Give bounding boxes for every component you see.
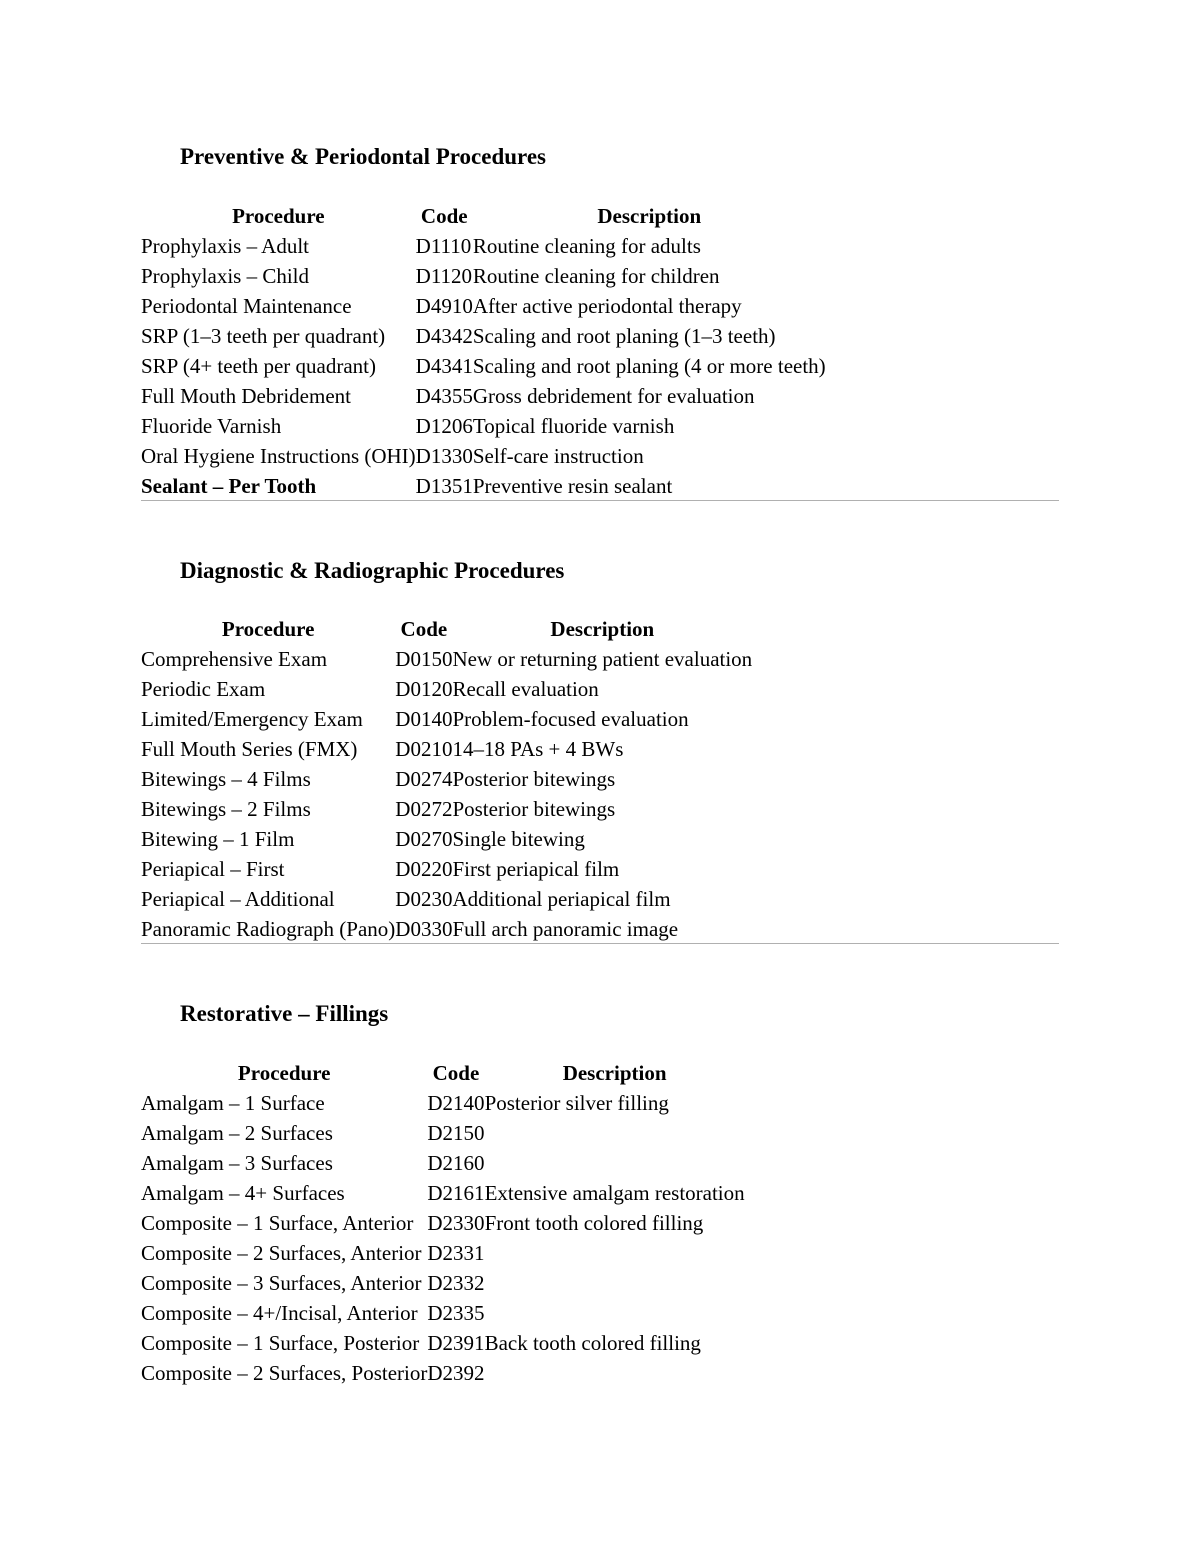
description-cell: First periapical film (452, 856, 620, 881)
procedure-cell: SRP (4+ teeth per quadrant) (141, 353, 377, 378)
code-cell: D0230 (395, 886, 453, 911)
header-code: Code (432, 1060, 480, 1085)
procedure-cell: Composite – 2 Surfaces, Posterior (141, 1360, 428, 1385)
table-row (141, 1118, 745, 1148)
table-row (141, 1328, 745, 1358)
table-row (141, 441, 826, 471)
description-cell: Routine cleaning for children (472, 263, 720, 288)
table-row (141, 381, 826, 411)
code-cell: D4342 (415, 323, 473, 348)
description-cell: Back tooth colored filling (484, 1330, 701, 1355)
code-cell: D4910 (415, 293, 473, 318)
table-header-row (141, 614, 752, 644)
procedure-cell: SRP (1–3 teeth per quadrant) (141, 323, 386, 348)
procedure-cell: Bitewing – 1 Film (141, 826, 295, 851)
description-cell: Posterior bitewings (452, 796, 616, 821)
table-row (141, 231, 826, 261)
code-cell: D1110 (415, 233, 472, 258)
table-row (141, 824, 752, 854)
header-procedure: Procedure (232, 203, 325, 228)
procedure-table (141, 614, 752, 944)
procedure-cell: Bitewings – 2 Films (141, 796, 311, 821)
code-cell: D4341 (415, 353, 473, 378)
table-row (141, 261, 826, 291)
table-row (141, 1268, 745, 1298)
procedure-cell: Prophylaxis – Child (141, 263, 310, 288)
procedure-cell: Panoramic Radiograph (Pano) (141, 916, 396, 941)
description-cell (485, 1268, 745, 1298)
table-row (141, 471, 826, 501)
description-cell: Front tooth colored filling (484, 1210, 704, 1235)
procedure-cell: Amalgam – 1 Surface (141, 1090, 325, 1115)
section-divider (141, 943, 1059, 944)
description-cell: After active periodontal therapy (472, 293, 742, 318)
table-row (141, 291, 826, 321)
header-description: Description (562, 1060, 667, 1085)
description-cell (485, 1358, 745, 1388)
table-row (141, 1178, 745, 1208)
table-row (141, 1298, 745, 1328)
code-cell: D2140 (427, 1090, 485, 1115)
procedure-cell: Amalgam – 2 Surfaces (141, 1120, 333, 1145)
description-cell: Posterior bitewings (452, 766, 616, 791)
procedure-cell: Comprehensive Exam (141, 646, 328, 671)
header-description: Description (550, 616, 655, 641)
description-cell: Problem-focused evaluation (452, 706, 689, 731)
code-cell: D0220 (395, 856, 453, 881)
code-cell: D0120 (395, 676, 453, 701)
table-row (141, 321, 826, 351)
section-title: Diagnostic & Radiographic Procedures (180, 558, 565, 583)
procedure-cell: Limited/Emergency Exam (141, 706, 363, 731)
code-cell: D0274 (395, 766, 453, 791)
section-divider (141, 500, 1059, 501)
code-cell: D0270 (395, 826, 453, 851)
procedure-cell: Amalgam – 3 Surfaces (141, 1150, 333, 1175)
description-cell: Gross debridement for evaluation (472, 383, 755, 408)
code-cell: D1351 (415, 473, 473, 498)
table-header-row (141, 1058, 745, 1088)
code-cell: D4355 (415, 383, 473, 408)
procedure-cell: Periapical – First (141, 856, 285, 881)
description-cell: Posterior silver filling (484, 1090, 669, 1115)
procedure-table (141, 201, 826, 501)
table-row (141, 1088, 745, 1118)
procedure-cell: Full Mouth Series (FMX) (141, 736, 358, 761)
code-cell: D0150 (395, 646, 453, 671)
code-cell: D0140 (395, 706, 453, 731)
section-title: Restorative – Fillings (180, 1001, 389, 1026)
code-cell: D2335 (427, 1300, 485, 1325)
description-cell: Routine cleaning for adults (472, 233, 701, 258)
table-row (141, 794, 752, 824)
procedure-table (141, 1058, 745, 1388)
code-cell: D1206 (415, 413, 473, 438)
procedure-cell: Composite – 2 Surfaces, Anterior (141, 1240, 422, 1265)
description-cell: Preventive resin sealant (472, 473, 673, 498)
description-cell: New or returning patient evaluation (452, 646, 753, 671)
procedure-cell: Periodontal Maintenance (141, 293, 352, 318)
table-row (141, 1238, 745, 1268)
table-row (141, 1148, 745, 1178)
procedure-cell: Periodic Exam (141, 676, 266, 701)
code-cell: D1120 (415, 263, 473, 288)
table-row (141, 411, 826, 441)
table-row (141, 674, 752, 704)
table-row (141, 644, 752, 674)
description-cell: Self-care instruction (472, 443, 644, 468)
description-cell: 14–18 PAs + 4 BWs (452, 736, 624, 761)
table-row (141, 914, 752, 944)
procedure-cell: Fluoride Varnish (141, 413, 282, 438)
header-code: Code (400, 616, 448, 641)
description-cell: Additional periapical film (452, 886, 671, 911)
description-cell: Scaling and root planing (4 or more teeth) (472, 353, 826, 378)
table-row (141, 734, 752, 764)
code-cell: D0210 (395, 736, 453, 761)
description-cell: Extensive amalgam restoration (484, 1180, 745, 1205)
description-cell: Recall evaluation (452, 676, 599, 701)
code-cell: D2331 (427, 1240, 485, 1265)
procedure-cell: Amalgam – 4+ Surfaces (141, 1180, 345, 1205)
description-cell: Single bitewing (452, 826, 585, 851)
table-row (141, 764, 752, 794)
table-row (141, 1358, 745, 1388)
description-cell: Full arch panoramic image (452, 916, 679, 941)
code-cell: D2160 (427, 1150, 485, 1175)
procedure-cell: Oral Hygiene Instructions (OHI) (141, 443, 416, 468)
code-cell: D2332 (427, 1270, 485, 1295)
description-cell: Topical fluoride varnish (472, 413, 675, 438)
table-row (141, 351, 826, 381)
description-cell (485, 1238, 745, 1268)
procedure-cell: Composite – 3 Surfaces, Anterior (141, 1270, 422, 1295)
procedure-cell: Composite – 1 Surface, Anterior (141, 1210, 414, 1235)
code-cell: D0330 (395, 916, 453, 941)
code-cell: D2161 (427, 1180, 485, 1205)
description-cell (485, 1298, 745, 1328)
header-description: Description (597, 203, 702, 228)
procedure-cell: Periapical – Additional (141, 886, 335, 911)
table-row (141, 1208, 745, 1238)
procedure-cell: Composite – 1 Surface, Posterior (141, 1330, 420, 1355)
table-row (141, 884, 752, 914)
header-procedure: Procedure (221, 616, 315, 641)
code-cell: D1330 (415, 443, 473, 468)
table-row (141, 854, 752, 884)
description-cell (485, 1148, 745, 1178)
procedure-cell: Prophylaxis – Adult (141, 233, 310, 258)
header-code: Code (420, 203, 468, 228)
description-cell: Scaling and root planing (1–3 teeth) (472, 323, 776, 348)
table-header-row (141, 201, 826, 231)
procedure-cell: Full Mouth Debridement (141, 383, 351, 408)
procedure-cell: Sealant – Per Tooth (141, 473, 317, 498)
header-procedure: Procedure (237, 1060, 331, 1085)
table-row (141, 704, 752, 734)
code-cell: D2150 (427, 1120, 485, 1145)
section-title: Preventive & Periodontal Procedures (180, 144, 547, 169)
procedure-cell: Composite – 4+/Incisal, Anterior (141, 1300, 418, 1325)
code-cell: D0272 (395, 796, 453, 821)
procedure-cell: Bitewings – 4 Films (141, 766, 311, 791)
code-cell: D2391 (427, 1330, 485, 1355)
code-cell: D2392 (427, 1360, 485, 1385)
description-cell (485, 1118, 745, 1148)
code-cell: D2330 (427, 1210, 485, 1235)
